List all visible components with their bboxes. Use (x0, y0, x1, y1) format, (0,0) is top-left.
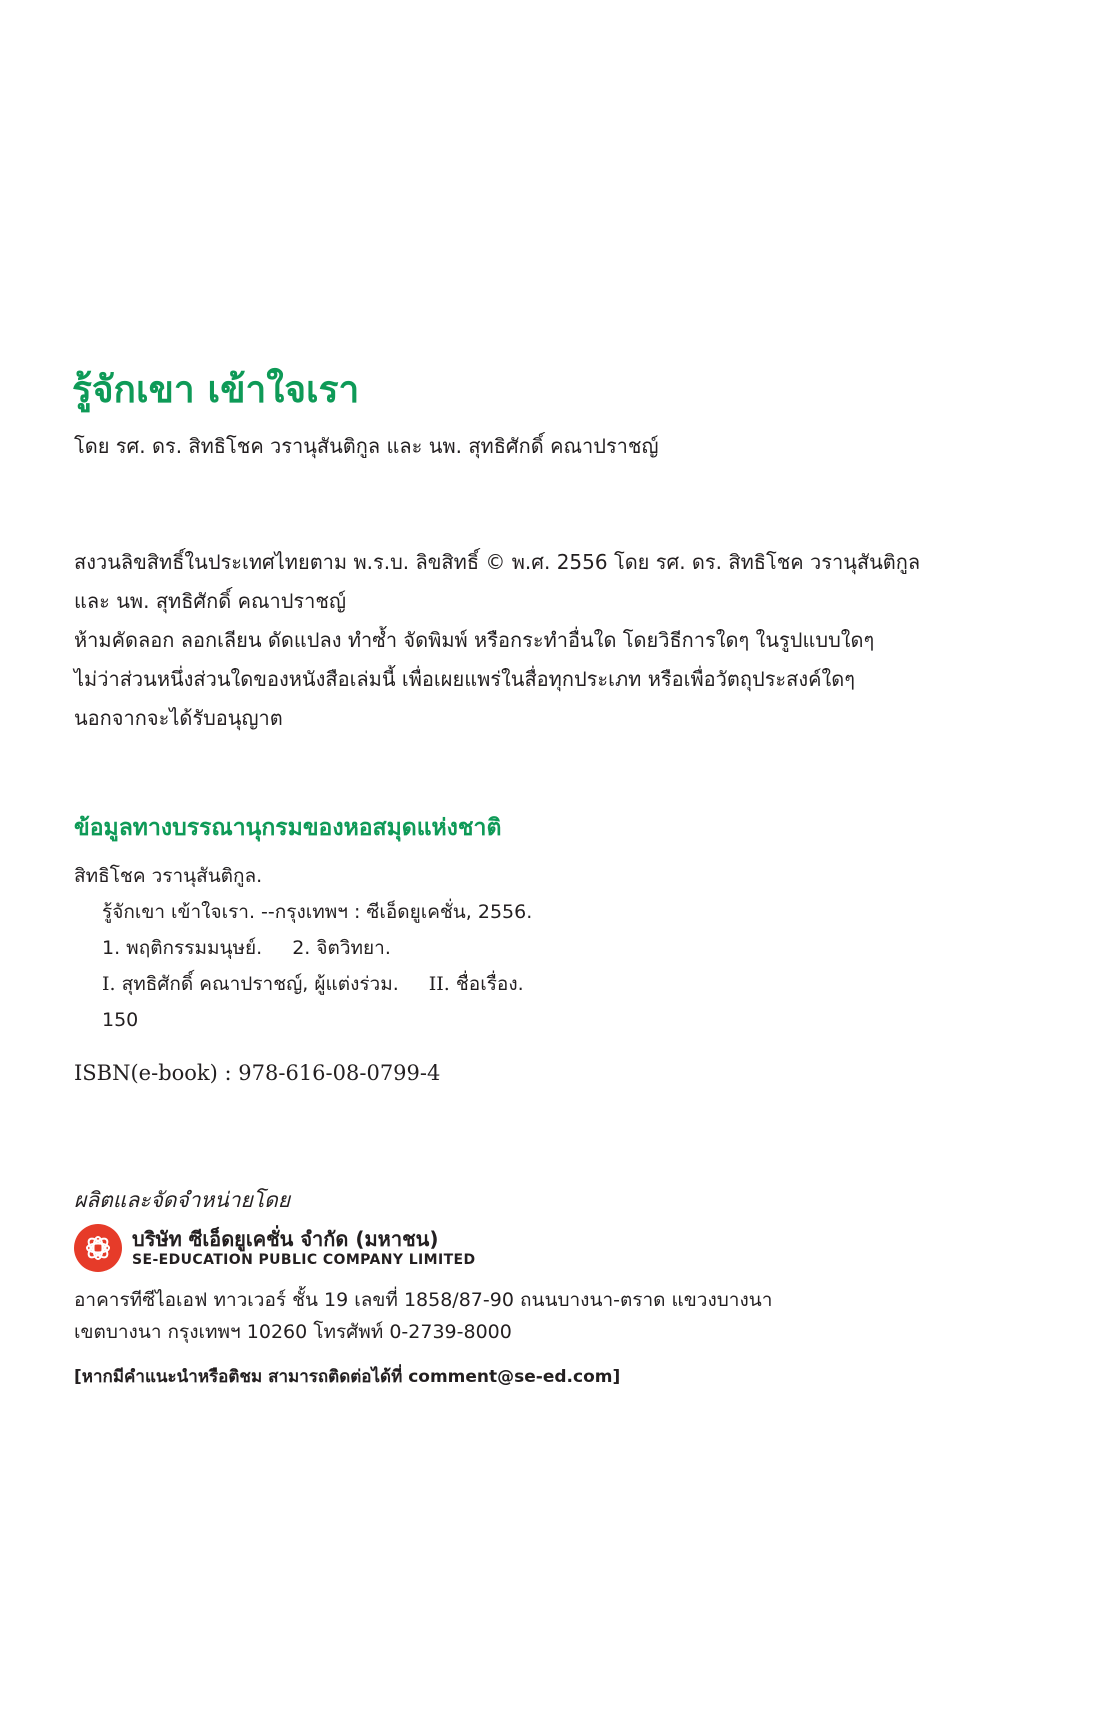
copyright-notice (74, 543, 920, 738)
publisher-names (132, 1229, 476, 1267)
se-ed-logo-icon (74, 1224, 122, 1272)
feedback-contact: [หากมีคำแนะนำหรือติชม สามารถติดต่อได้ที่ comment@se-ed.com] (74, 1367, 621, 1387)
cip-heading: ข้อมูลทางบรรณานุกรมของหอสมุดแห่งชาติ (74, 814, 502, 841)
cip-subject: 2. จิตวิทยา. (292, 937, 391, 959)
book-title: รู้จักเขา เข้าใจเรา (72, 367, 360, 411)
publisher-name-thai: บริษัท ซีเอ็ดยูเคชั่น จำกัด (มหาชน) (132, 1227, 439, 1251)
cip-entry-numeral: II. (428, 973, 450, 995)
cip-entry-numeral: I. (102, 973, 116, 995)
publisher-address (74, 1284, 772, 1348)
publisher-brand (74, 1224, 476, 1272)
copyright-line: ห้ามคัดลอก ลอกเลียน ดัดแปลง ทำซ้ำ จัดพิมพ์ หรือกระทำอื่นใด โดยวิธีการใดๆ ในรูปแบบใดๆ (74, 628, 875, 652)
publisher-name-english: SE-EDUCATION PUBLIC COMPANY LIMITED (132, 1252, 476, 1268)
book-byline: โดย รศ. ดร. สิทธิโชค วรานุสันติกูล และ นพ. สุทธิศักดิ์ คณาปราชญ์ (74, 434, 659, 458)
cip-title-line: รู้จักเขา เข้าใจเรา. --กรุงเทพฯ : ซีเอ็ดยูเคชั่น, 2556. (102, 901, 533, 923)
cip-author: สิทธิโชค วรานุสันติกูล. (74, 865, 263, 887)
cip-class-number: 150 (102, 1009, 139, 1031)
cip-entry-text: ชื่อเรื่อง. (455, 973, 524, 995)
isbn: ISBN(e-book) : 978-616-08-0799-4 (74, 1061, 441, 1085)
cip-subjects (74, 930, 532, 966)
cip-entry-text: สุทธิศักดิ์ คณาปราชญ์, ผู้แต่งร่วม. (121, 973, 399, 995)
copyright-line: นอกจากจะได้รับอนุญาต (74, 706, 283, 730)
cip-record (74, 858, 532, 1038)
produced-by-label: ผลิตและจัดจำหน่ายโดย (74, 1188, 291, 1212)
address-line: เขตบางนา กรุงเทพฯ 10260 โทรศัพท์ 0-2739-8000 (74, 1321, 512, 1343)
copyright-line: ไม่ว่าส่วนหนึ่งส่วนใดของหนังสือเล่มนี้ เพื่อเผยแพร่ในสื่อทุกประเภท หรือเพื่อวัตถุประสงค์ใดๆ (74, 667, 856, 691)
cip-added-entries (74, 966, 532, 1002)
copyright-line: และ นพ. สุทธิศักดิ์ คณาปราชญ์ (74, 589, 347, 613)
copyright-line: สงวนลิขสิทธิ์ในประเทศไทยตาม พ.ร.บ. ลิขสิทธิ์ © พ.ศ. 2556 โดย รศ. ดร. สิทธิโชค วรานุสันติกูล (74, 550, 921, 574)
address-line: อาคารทีซีไอเอฟ ทาวเวอร์ ชั้น 19 เลขที่ 1858/87-90 ถนนบางนา-ตราด แขวงบางนา (74, 1289, 773, 1311)
cip-subject: 1. พฤติกรรมมนุษย์. (102, 937, 263, 959)
